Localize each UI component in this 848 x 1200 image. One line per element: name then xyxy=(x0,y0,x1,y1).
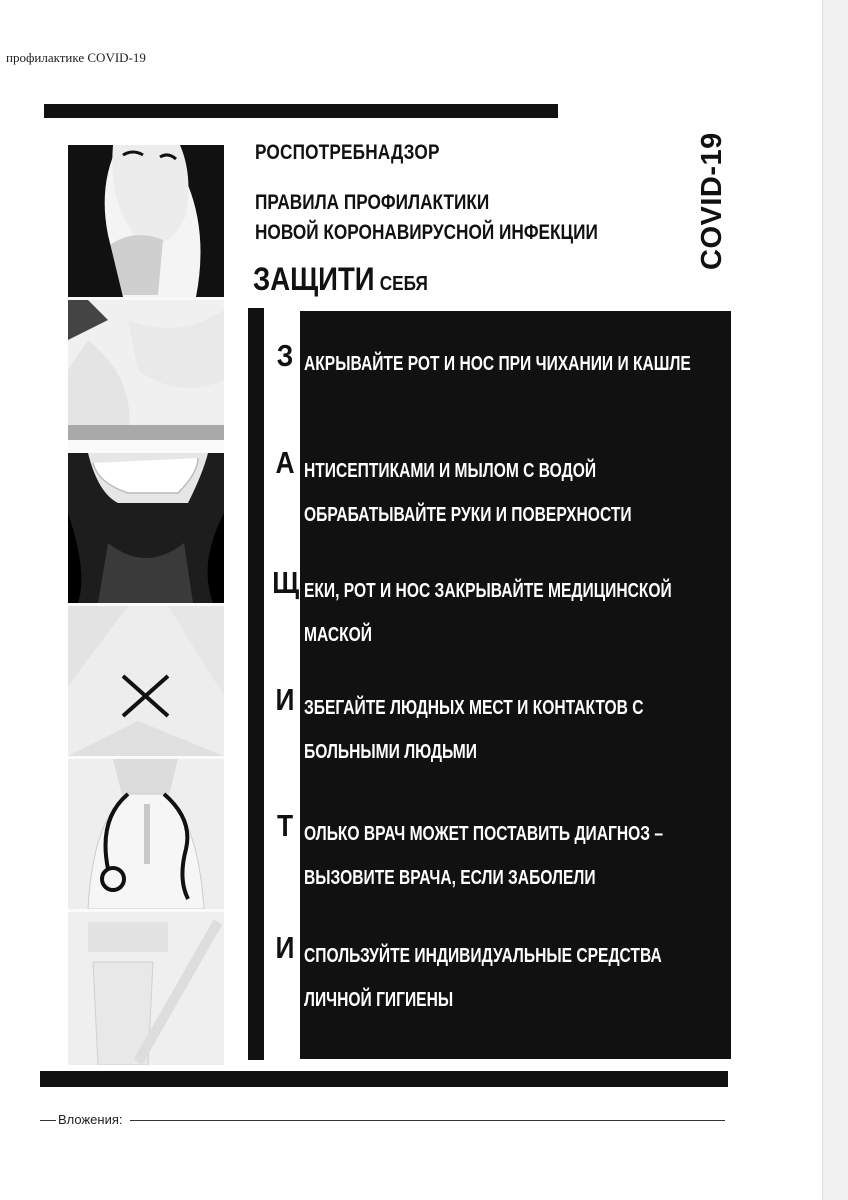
crossed-mouth-illustration xyxy=(68,606,224,756)
rule-text: НТИСЕПТИКАМИ И МЫЛОМ С ВОДОЙ ОБРАБАТЫВАЙТЕ РУКИ И ПОВЕРХНОСТИ xyxy=(304,460,632,526)
rule-initial-letter: Щ xyxy=(272,565,300,600)
hand-washing-illustration xyxy=(68,300,224,440)
protect-heading-sub: СЕБЯ xyxy=(379,273,428,295)
attachments-label: Вложения: xyxy=(58,1112,123,1127)
rule-text: АКРЫВАЙТЕ РОТ И НОС ПРИ ЧИХАНИИ И КАШЛЕ xyxy=(304,353,691,375)
poster-title xyxy=(255,188,598,248)
page-edge-shadow xyxy=(822,0,848,1200)
rule-initial-letter: Т xyxy=(276,808,294,843)
rule-item xyxy=(270,930,730,1020)
sneezing-person-illustration xyxy=(68,145,224,297)
poster-title-line-1: ПРАВИЛА ПРОФИЛАКТИКИ xyxy=(255,191,490,214)
rule-item xyxy=(270,338,730,428)
rules-left-stripe xyxy=(248,308,264,1060)
header-note: профилактике COVID-19 xyxy=(6,50,146,65)
rule-item xyxy=(270,445,730,535)
rule-initial-letter: З xyxy=(276,338,294,373)
rule-item xyxy=(270,808,730,898)
rule-text: ЕКИ, РОТ И НОС ЗАКРЫВАЙТЕ МЕДИЦИНСКОЙ МАСКОЙ xyxy=(304,580,672,646)
rule-item xyxy=(270,682,730,772)
attachments-footer xyxy=(40,1112,730,1127)
rule-item xyxy=(270,565,730,655)
poster-title-line-2: НОВОЙ КОРОНАВИРУСНОЙ ИНФЕКЦИИ xyxy=(255,221,598,244)
rule-initial-letter: А xyxy=(275,445,295,480)
footer-line xyxy=(130,1120,725,1121)
hygiene-items-illustration xyxy=(68,912,224,1065)
rule-text: ОЛЬКО ВРАЧ МОЖЕТ ПОСТАВИТЬ ДИАГНОЗ – ВЫЗОВИТЕ ВРАЧА, ЕСЛИ ЗАБОЛЕЛИ xyxy=(304,823,664,889)
top-divider-bar xyxy=(44,104,558,118)
org-name: РОСПОТРЕБНАДЗОР xyxy=(255,141,440,164)
protect-heading-main: ЗАЩИТИ xyxy=(253,261,375,297)
footer-dash xyxy=(40,1120,56,1121)
protect-heading xyxy=(253,261,428,298)
bottom-divider-bar xyxy=(40,1071,728,1087)
rule-initial-letter: И xyxy=(275,682,295,717)
illustration-strip xyxy=(68,145,224,1065)
covid-vertical-label: COVID-19 xyxy=(696,132,728,270)
doctor-stethoscope-icon xyxy=(68,759,224,909)
rule-text: СПОЛЬЗУЙТЕ ИНДИВИДУАЛЬНЫЕ СРЕДСТВА ЛИЧНОЙ ГИГИЕНЫ xyxy=(304,945,662,1011)
rule-initial-letter: И xyxy=(275,930,295,965)
rule-text: ЗБЕГАЙТЕ ЛЮДНЫХ МЕСТ И КОНТАКТОВ С БОЛЬНЫМИ ЛЮДЬМИ xyxy=(304,697,644,763)
masked-woman-illustration xyxy=(68,453,224,603)
